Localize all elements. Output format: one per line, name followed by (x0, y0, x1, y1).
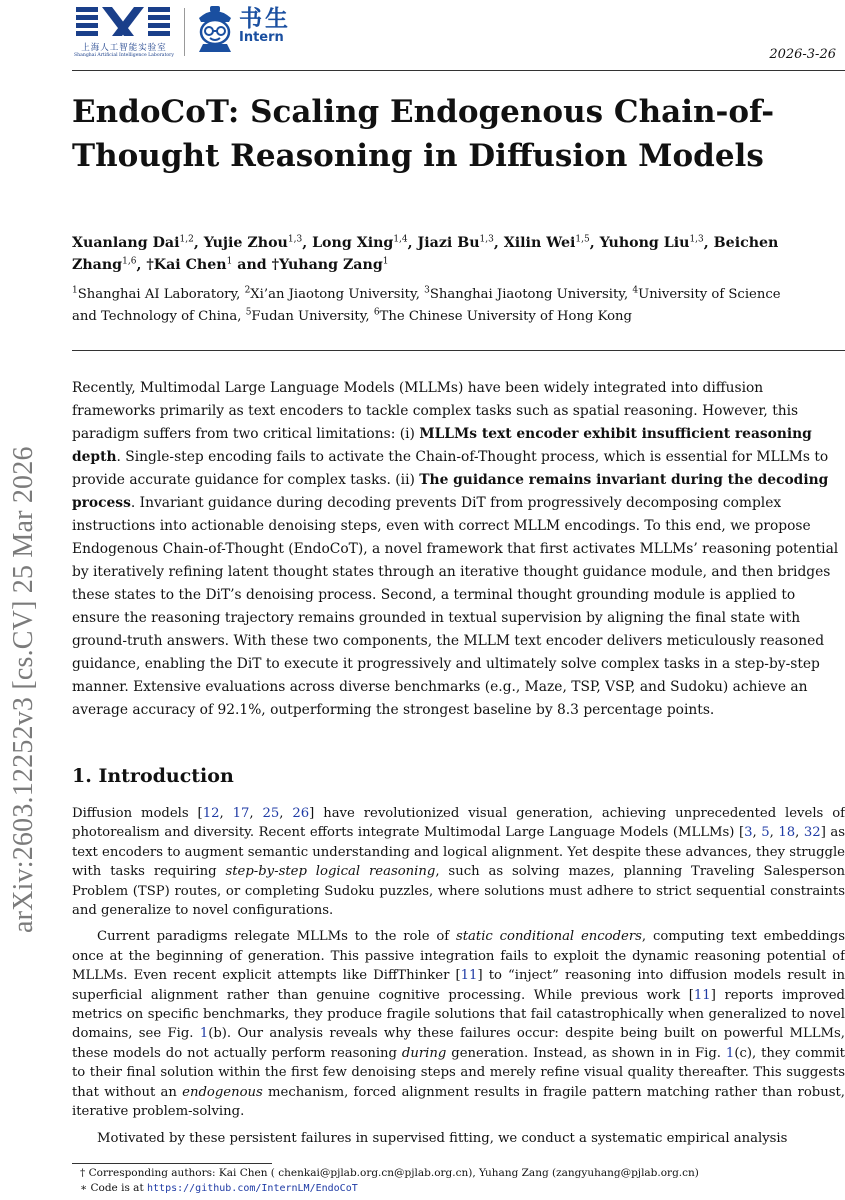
text-run: , (249, 806, 263, 821)
intern-name-en: Intern (239, 30, 284, 45)
figure-link[interactable]: 1 (725, 1045, 735, 1061)
text-run: (b). Our analysis reveals why these failures occur: despite being built on powerful MLLMs, these models do not actually perform reasoning (72, 1026, 845, 1061)
citation-link[interactable]: 18 (778, 825, 796, 841)
author-name: Yujie Zhou (203, 235, 288, 251)
paper-title: EndoCoT: Scaling Endogenous Chain-of-Thought Reasoning in Diffusion Models (72, 94, 775, 174)
code-footnote-label: ∗ Code is at (80, 1182, 148, 1194)
text-run: ] to “inject” reasoning into diffusion models result in superficial alignment rather than genuine cognitive processing. While previous work [ (72, 968, 845, 1003)
author-affil-sup: 1,3 (689, 234, 704, 245)
affil-sup: 3 (424, 285, 430, 296)
citation-link[interactable]: 12 (202, 806, 220, 821)
emphasis-text: during (401, 1045, 447, 1061)
text-run: , such as solving mazes, planning Traveling Salesperson Problem (TSP) routes, or completing Sudoku puzzles, where solutions must adhere to strict sequential constraints and generalize to novel configurations. (72, 864, 845, 919)
author-and: and (237, 257, 267, 273)
citation-link[interactable]: 26 (292, 806, 310, 821)
intern-mascot-icon (193, 4, 237, 54)
text-run: , (219, 806, 233, 821)
footnotes (80, 1166, 699, 1196)
citation-link[interactable]: 32 (803, 825, 821, 841)
author-affil-sup: 1,5 (575, 234, 590, 245)
code-url-link[interactable]: https://github.com/InternLM/EndoCoT (147, 1183, 358, 1194)
intern-name-cn: 书生 (239, 6, 291, 32)
affil-name: University of Science and Technology of China (72, 287, 781, 324)
emphasis-text: static conditional encoders (455, 929, 642, 945)
text-run: , (795, 825, 804, 841)
text-run: generation. Instead, as shown in in Fig. (446, 1045, 726, 1061)
abstract-text: Recently, Multimodal Large Language Models (MLLMs) have been widely integrated into diffusion frameworks primarily as text encoders to tackle complex tasks such as spatial reasoning. However, this paradigm suffers from two critical limitations: (i) (72, 380, 799, 442)
shanghai-ai-lab-logo (72, 4, 176, 62)
citation-link[interactable]: 11 (693, 987, 711, 1003)
text-run: Current paradigms relegate MLLMs to the role of (97, 929, 456, 945)
author-affil-sup: 1,3 (479, 234, 494, 245)
affiliations: $^1$Shanghai AI Laboratory, $^2$Xi’an Jiaotong University, $^3$Shanghai Jiaotong University, $^4$University of Science and Technology of China, $^5$Fudan University, $^6$The Chinese University of Hong Kong (72, 285, 781, 324)
author-affil-sup: 1 (226, 256, 233, 267)
abstract-rule (72, 350, 845, 351)
affil-sup: 2 (244, 285, 251, 296)
text-run: , (769, 825, 779, 841)
affil-name: Shanghai AI Laboratory (77, 287, 237, 302)
shanghai-ai-lab-logo-icon (72, 4, 176, 40)
lab-name-cn: 上海人工智能实验室 (81, 43, 167, 53)
logo-divider (184, 8, 185, 56)
emphasis-text: endogenous (182, 1084, 263, 1100)
author-name: †Yuhang Zang (271, 257, 383, 273)
text-run: ] have revolutionized visual generation, achieving unprecedented levels of photorealism and diversity. Recent efforts integrate Multimodal Large Language Models (MLLMs) [ (72, 806, 845, 841)
intro-paragraph (72, 927, 845, 1121)
citation-link[interactable]: 3 (744, 825, 753, 841)
author-name: Yuhong Liu (599, 235, 690, 251)
text-run: ] as text encoders to augment semantic understanding and logical alignment. Yet despite these advances, they struggle with tasks requiring (72, 825, 845, 880)
citation-link[interactable]: 5 (761, 825, 770, 841)
author-name: Beichen Zhang (72, 235, 779, 273)
author-list: Xuanlang Dai$^{1,2}$, Yujie Zhou$^{1,3}$, Long Xing$^{1,4}$, Jiazi Bu$^{1,3}$, Xilin Wei$^{1,5}$, Yuhong Liu$^{1,3}$, Beichen Zhang$^{1,6}$, †Kai Chen$^1$ and †Yuhang Zang$^1$ (72, 234, 779, 273)
lab-name-en: Shanghai Artificial Intelligence Laboratory (74, 53, 174, 58)
section-heading-introduction: 1. Introduction (72, 765, 234, 787)
footnote-rule (72, 1163, 272, 1164)
abstract (72, 377, 845, 722)
text-run: , (752, 825, 762, 841)
header-rule (72, 70, 845, 71)
author-name: †Kai Chen (146, 257, 227, 273)
author-name: Long Xing (312, 235, 394, 251)
author-affil-sup: 1 (382, 256, 389, 267)
author-affil-sup: 1,6 (122, 256, 137, 267)
abstract-text: . Single-step encoding fails to activate the Chain-of-Thought process, which is essential for MLLMs to provide accurate guidance for complex tasks. (ii) (72, 449, 829, 488)
affil-name: Shanghai Jiaotong University (429, 287, 624, 302)
affil-name: Xi’an Jiaotong University (250, 287, 416, 302)
text-run: mechanism, forced alignment results in fragile pattern matching rather than robust, iterative problem-solving. (72, 1084, 845, 1120)
author-affil-sup: 1,2 (179, 234, 194, 245)
affil-sup: 5 (245, 307, 252, 318)
affil-name: Fudan University (251, 309, 366, 324)
citation-link[interactable]: 25 (262, 806, 280, 821)
intern-wordmark (239, 4, 291, 45)
text-run: , (279, 806, 293, 821)
intro-paragraph: Motivated by these persistent failures in supervised fitting, we conduct a systematic empirical analysis (97, 1130, 788, 1146)
author-affil-sup: 1,3 (287, 234, 303, 245)
text-run: (c), they commit to their final solution within the first few denoising steps and merely refine visual quality thereafter. This suggests that without an (72, 1045, 845, 1100)
introduction-body (72, 804, 845, 1155)
author-name: Jiazi Bu (417, 235, 480, 251)
author-name: Xilin Wei (503, 235, 576, 251)
corresponding-author-footnote: † Corresponding authors: Kai Chen ( chenkai@pjlab.org.cn@pjlab.org.cn), Yuhang Zang (zangyuhang@pjlab.org.cn) (80, 1167, 699, 1179)
intern-logo (193, 4, 291, 54)
header-logos (72, 4, 291, 62)
figure-link[interactable]: 1 (199, 1026, 209, 1042)
affil-name: The Chinese University of Hong Kong (379, 309, 632, 324)
author-name: Xuanlang Dai (72, 235, 180, 251)
affil-sup: 4 (632, 285, 639, 296)
text-run: Diffusion models [ (72, 806, 203, 821)
affil-sup: 6 (373, 307, 380, 318)
emphasis-text: step-by-step logical reasoning (225, 864, 436, 880)
paper-date: 2026-3-26 (769, 47, 836, 62)
abstract-text: . Invariant guidance during decoding prevents DiT from progressively decomposing complex instructions into actionable denoising steps, even with correct MLLM encodings. To this end, we propose Endogenous Chain-of-Thought (EndoCoT), a novel framework that first activates MLLMs’ reasoning potential by iteratively refining latent thought states through an iterative thought guidance module, and then bridges these states to the DiT’s denoising process. Second, a terminal thought grounding module is applied to ensure the reasoning trajectory remains grounded in textual supervision by aligning the final state with ground-truth answers. With these two components, the MLLM text encoder delivers meticulously reasoned guidance, enabling the DiT to execute it progressively and ultimately solve complex tasks in a step-by-step manner. Extensive evaluations across diverse benchmarks (e.g., Maze, TSP, VSP, and Sudoku) achieve an average accuracy of 92.1%, outperforming the strongest baseline by 8.3 percentage points. (72, 495, 839, 718)
text-run: ] reports improved metrics on specific benchmarks, they produce fragile solutions that fail catastrophically when generalized to novel domains, see Fig. (72, 987, 845, 1042)
intro-paragraph (72, 804, 845, 920)
citation-link[interactable]: 11 (460, 968, 478, 984)
abstract-emphasis: The guidance remains invariant during the decoding process (72, 472, 829, 511)
code-footnote (80, 1181, 699, 1196)
text-run: , computing text embeddings once at the beginning of generation. This passive integration fails to exploit the dynamic reasoning potential of MLLMs. Even recent explicit attempts like DiffThinker [ (72, 929, 845, 984)
citation-link[interactable]: 17 (232, 806, 250, 821)
affil-sup: 1 (72, 285, 78, 296)
arxiv-identifier: arXiv:2603.12252v3 [cs.CV] 25 Mar 2026 (8, 446, 39, 933)
abstract-emphasis: MLLMs text encoder exhibit insufficient reasoning depth (72, 426, 812, 465)
author-affil-sup: 1,4 (393, 234, 408, 245)
